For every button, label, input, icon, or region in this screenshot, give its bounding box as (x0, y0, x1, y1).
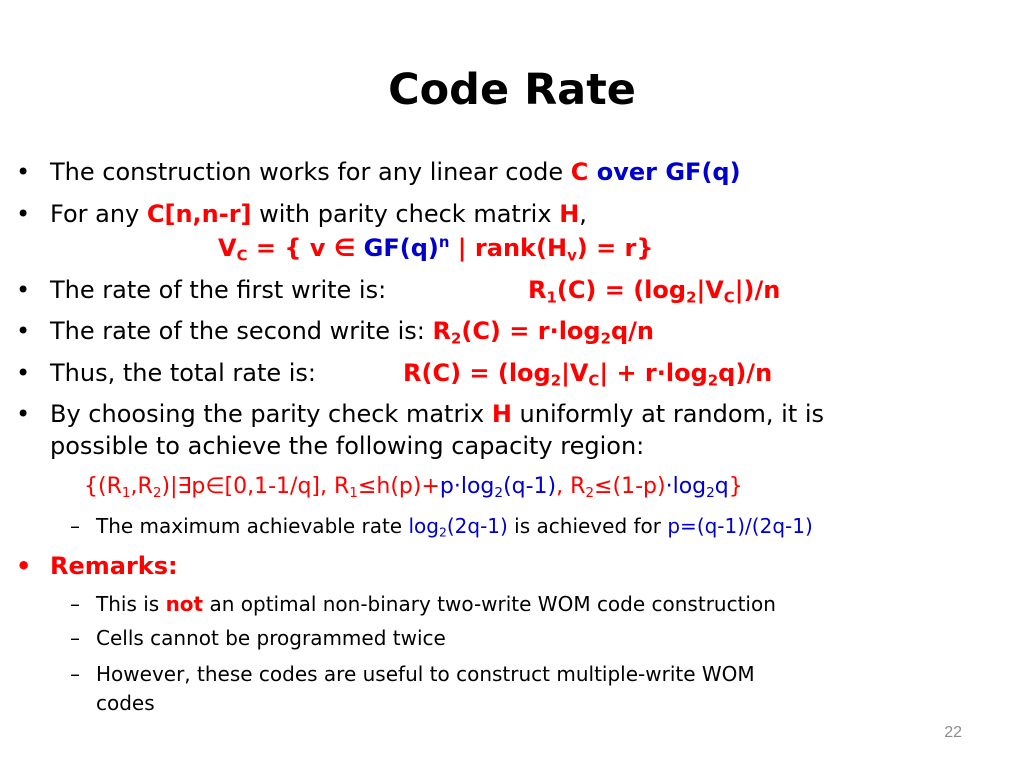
f-r: R (432, 317, 451, 345)
cr-part: (q-1) (503, 474, 557, 499)
f-sub: C (723, 288, 735, 307)
max-rate-sub: 2 (438, 524, 447, 540)
vc-sup: n (438, 233, 450, 252)
bullet-6-text: By choosing the parity check matrix (50, 400, 492, 428)
sub-bullet-4: However, these codes are useful to construct multiple-write WOM (96, 662, 755, 686)
f-part: R(C) = (log (403, 359, 551, 387)
vc-sub: C (236, 246, 248, 265)
sub-2-text: an optimal non-binary two-write WOM code construction (203, 592, 776, 616)
cr-sub: 2 (706, 485, 715, 502)
bullet-6-marker: • (16, 400, 31, 428)
remarks-heading: Remarks: (50, 552, 178, 580)
bullet-3-marker: • (16, 276, 31, 304)
f-part: log (558, 317, 601, 345)
capacity-region (84, 471, 743, 503)
f-sub: 2 (686, 288, 697, 307)
cr-part: )|∃p∈[0,1-1/q], R (161, 474, 350, 499)
vc-v: V (218, 234, 237, 262)
vc-rank: | rank(H (449, 234, 568, 262)
cr-part: , R (556, 474, 586, 499)
over-gfq: over GF(q) (588, 158, 741, 186)
vc-end: ) = r} (576, 234, 654, 262)
bullet-5-text: Thus, the total rate is: (50, 359, 317, 387)
bullet-5-marker: • (16, 359, 31, 387)
matrix-h: H (559, 200, 580, 228)
bullet-2-marker: • (16, 200, 31, 228)
f-sub: C (588, 371, 600, 390)
sub-2-text: This is (96, 592, 166, 616)
vc-gf: GF(q) (363, 234, 439, 262)
f-part: (C) = r (461, 317, 550, 345)
cr-part: ,R (130, 474, 153, 499)
f-sub: 2 (450, 329, 462, 348)
sub-bullet-1 (96, 512, 813, 540)
page-number: 22 (944, 724, 962, 741)
optimal-p: p=(q-1)/(2q-1) (667, 514, 813, 538)
bullet-3-text: The rate of the first write is: (50, 276, 387, 304)
vc-rank-sub: v (567, 246, 577, 265)
rate-first-write (528, 274, 780, 306)
code-cnr: C[n,n-r] (146, 200, 252, 228)
sub-bullet-3: Cells cannot be programmed twice (96, 626, 446, 650)
f-part: | + r (599, 359, 657, 387)
bullet-4-text: The rate of the second write is: (50, 317, 433, 345)
f-r: R (528, 276, 547, 304)
bullet-2-comma: , (579, 200, 587, 228)
sub-1-marker: – (70, 514, 80, 538)
cr-part: q (714, 474, 729, 499)
f-sub: 2 (550, 371, 562, 390)
cr-sub: 2 (152, 485, 162, 502)
bullet-4 (50, 315, 654, 347)
bullet-1-marker: • (16, 158, 31, 186)
f-dot: · (656, 359, 666, 387)
bullet-1-text: The construction works for any linear code (50, 158, 571, 186)
slide-title: Code Rate (388, 65, 636, 115)
f-dot: · (549, 317, 559, 345)
sub-3-marker: – (70, 626, 80, 650)
f-sub: 1 (546, 288, 557, 307)
vc-eq: = { v ∈ (247, 234, 364, 262)
sub-bullet-2 (96, 590, 776, 618)
bullet-2-text: For any (50, 200, 147, 228)
cr-part: {(R (84, 474, 122, 499)
f-sub: 2 (707, 371, 719, 390)
sub-4-marker: – (70, 662, 80, 686)
bullet-1 (50, 156, 741, 188)
cr-part: ≤(1-p) (594, 474, 666, 499)
f-part: |V (561, 359, 589, 387)
f-part: |V (696, 276, 724, 304)
total-rate (403, 357, 772, 389)
cr-part: ≤h(p)+ (357, 474, 440, 499)
cr-part: ·log (665, 474, 707, 499)
f-part: (C) = (log (556, 276, 687, 304)
f-sub: 2 (600, 329, 611, 348)
bullet-3 (50, 274, 386, 306)
f-part: log (665, 359, 708, 387)
rate-second-write (432, 317, 654, 348)
bullet-6-line2: possible to achieve the following capacity region: (50, 432, 645, 460)
max-rate: log (408, 514, 439, 538)
max-rate: (2q-1) (446, 514, 508, 538)
f-part: q)/n (718, 359, 773, 387)
bullet-5 (50, 357, 316, 389)
cr-part: p·log (439, 474, 495, 499)
bullet-2 (50, 198, 587, 230)
cr-sub: 1 (121, 485, 131, 502)
bullet-4-marker: • (16, 317, 31, 345)
cr-sub: 1 (349, 485, 358, 502)
bullet-2-mid: with parity check matrix (251, 200, 560, 228)
bullet-6 (50, 398, 824, 430)
not-emphasis: not (165, 592, 204, 616)
matrix-h: H (491, 400, 512, 428)
cr-sub: 2 (494, 485, 504, 502)
cr-sub: 2 (585, 485, 595, 502)
sub-2-marker: – (70, 592, 80, 616)
vc-definition (218, 232, 653, 264)
code-c: C (570, 158, 589, 186)
sub-1-text: is achieved for (507, 514, 668, 538)
bullet-6-text: uniformly at random, it is (511, 400, 825, 428)
sub-bullet-4-line2: codes (96, 691, 155, 715)
cr-part: } (728, 474, 743, 499)
bullet-7-marker: • (16, 552, 32, 580)
f-part: q/n (610, 317, 654, 345)
f-part: |)/n (734, 276, 781, 304)
sub-1-text: The maximum achievable rate (96, 514, 409, 538)
